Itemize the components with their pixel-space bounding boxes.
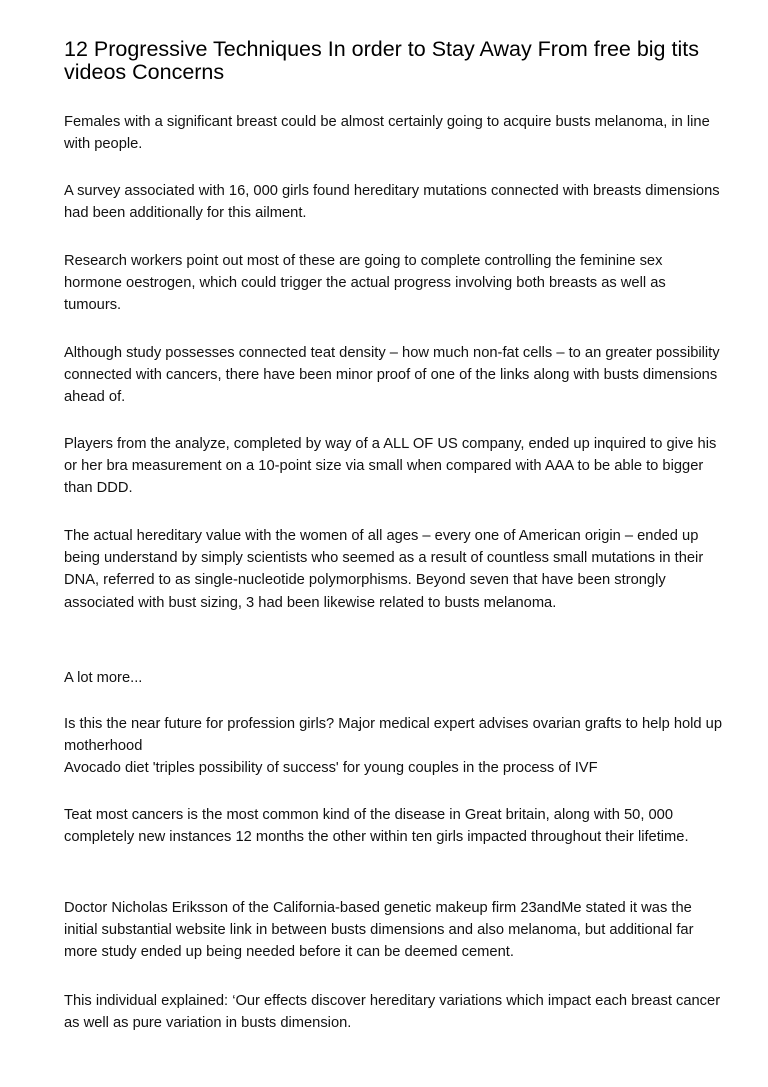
related-link[interactable]: Avocado diet 'triples possibility of success' for young couples in the process of IVF xyxy=(64,760,598,777)
document-title: 12 Progressive Techniques In order to Stay Away From free big tits videos Concerns xyxy=(64,37,699,84)
related-link[interactable]: Is this the near future for profession girls? Major medical expert advises ovarian grafts to help hold up motherhood xyxy=(64,716,723,755)
paragraph: Females with a significant breast could be almost certainly going to acquire busts melanoma, in line with people. xyxy=(64,114,710,153)
paragraph: Teat most cancers is the most common kind of the disease in Great britain, along with 50, 000 completely new instances 12 months the other within ten girls impacted throughout their lifetime. xyxy=(64,807,689,846)
paragraph: Research workers point out most of these are going to complete controlling the feminine sex hormone oestrogen, which could trigger the actual progress involving both breasts as well as tumours. xyxy=(64,253,666,314)
paragraph: Players from the analyze, completed by way of a ALL OF US company, ended up inquired to give his or her bra measurement on a 10-point size via small when compared with AAA to be able to bigger than DDD. xyxy=(64,436,717,497)
paragraph: Although study possesses connected teat density – how much non-fat cells – to an greater possibility connected with cancers, there have been minor proof of one of the links along with busts dimensions ahead of. xyxy=(64,345,720,406)
related-links xyxy=(64,713,724,780)
paragraph: Doctor Nicholas Eriksson of the California-based genetic makeup firm 23andMe stated it was the initial substantial website link in between busts dimensions and also melanoma, but additional far more study ended up being needed before it can be deemed cement. xyxy=(64,900,694,961)
paragraph: A lot more... xyxy=(64,670,143,686)
paragraph: This individual explained: ‘Our effects discover hereditary variations which impact each breast cancer as well as pure variation in busts dimension. xyxy=(64,993,721,1032)
paragraph: A survey associated with 16, 000 girls found hereditary mutations connected with breasts dimensions had been additionally for this ailment. xyxy=(64,183,720,222)
paragraph: The actual hereditary value with the women of all ages – every one of American origin – ended up being understand by simply scientists who seemed as a result of countless small mutations in their DNA, referred to as single-nucleotide polymorphisms. Beyond seven that have been strongly associated with bust sizing, 3 had been likewise related to busts melanoma. xyxy=(64,528,704,611)
